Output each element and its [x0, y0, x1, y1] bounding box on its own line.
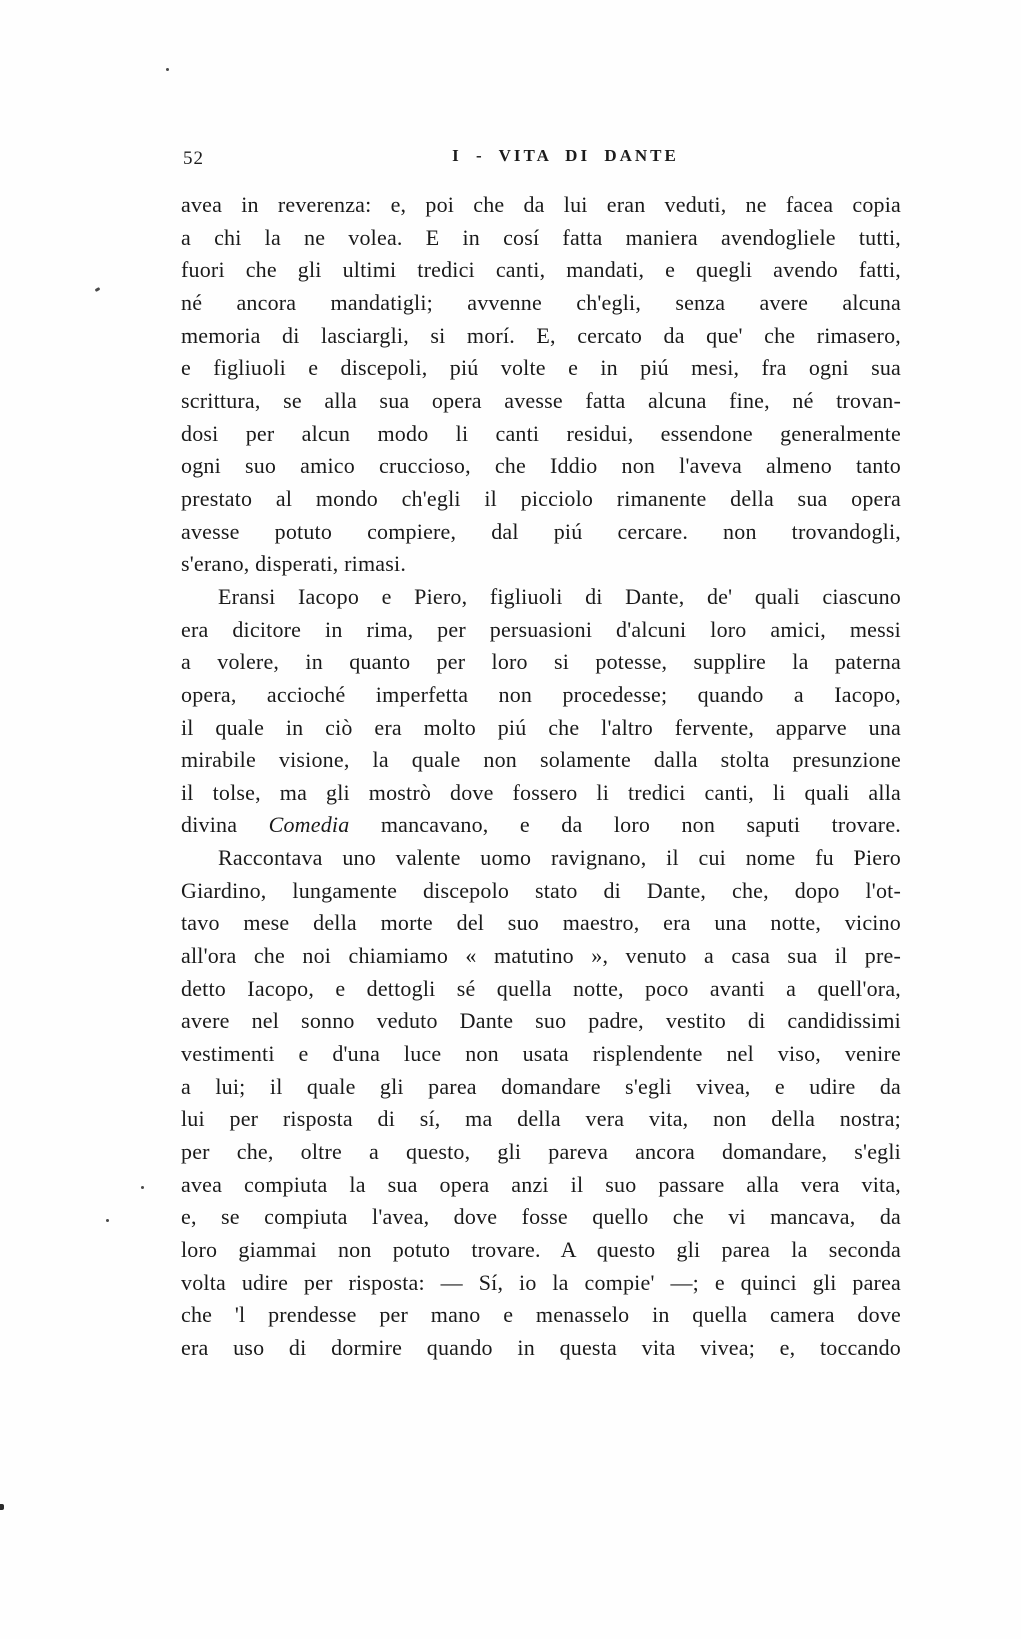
scan-speck [141, 1186, 144, 1189]
text-line-with-italic [181, 809, 901, 842]
page-number: 52 [183, 148, 204, 169]
text-line: avesse potuto compiere, dal piú cercare. non trovandogli, [181, 518, 901, 544]
text-line: avea in reverenza: e, poi che da lui eran veduti, ne facea copia [181, 192, 901, 217]
text-line: e figliuoli e discepoli, piú volte e in piú mesi, fra ogni sua [181, 355, 901, 381]
text-segment: mancavano, e da loro non saputi trovare. [349, 812, 902, 838]
text-line: che 'l prendesse per mano e menasselo in quella camera dove [181, 1302, 901, 1328]
text-line: detto Iacopo, e dettogli sé quella notte, poco avanti a quell'ora, [181, 975, 901, 1001]
text-line: a lui; il quale gli parea domandare s'egli vivea, e udire da [181, 1073, 901, 1099]
text-line: volta udire per risposta: — Sí, io la compie' —; e quinci gli parea [181, 1269, 901, 1295]
text-line: dosi per alcun modo li canti residui, essendone generalmente [181, 420, 901, 446]
text-line: s'erano, disperati, rimasi. [181, 551, 407, 577]
text-line: a chi la ne volea. E in cosí fatta maniera avendogliele tutti, [181, 224, 901, 250]
text-line: all'ora che noi chiamiamo « matutino », venuto a casa sua il pre- [181, 943, 901, 969]
text-line: ogni suo amico cruccioso, che Iddio non l'aveva almeno tanto [181, 453, 901, 479]
text-line: a volere, in quanto per loro si potesse, supplire la paterna [181, 649, 901, 675]
text-line: Raccontava uno valente uomo ravignano, il cui nome fu Piero [218, 845, 901, 871]
paragraph [181, 189, 901, 581]
text-line: e, se compiuta l'avea, dove fosse quello che vi mancava, da [181, 1204, 901, 1230]
text-line: era dicitore in rima, per persuasioni d'alcuni loro amici, messi [181, 616, 901, 642]
text-line: memoria di lasciargli, si morí. E, cercato da que' che rimasero, [181, 322, 901, 348]
text-line: avere nel sonno veduto Dante suo padre, vestito di candidissimi [181, 1008, 901, 1034]
text-line: loro giammai non potuto trovare. A questo gli parea la seconda [181, 1237, 901, 1262]
text-line: era uso di dormire quando in questa vita vivea; e, toccando [181, 1334, 901, 1360]
text-line: vestimenti e d'una luce non usata risplendente nel viso, venire [181, 1041, 901, 1067]
text-line: Giardino, lungamente discepolo stato di Dante, che, dopo l'ot- [181, 877, 901, 903]
text-line: lui per risposta di sí, ma della vera vita, non della nostra; [181, 1106, 901, 1132]
text-line: il tolse, ma gli mostrò dove fossero li tredici canti, li quali alla [181, 779, 901, 805]
text-line: per che, oltre a questo, gli pareva ancora domandare, s'egli [181, 1139, 901, 1165]
text-line: mirabile visione, la quale non solamente dalla stolta presunzione [181, 747, 901, 773]
text-segment: divina [181, 812, 269, 838]
running-title: I - VITA DI DANTE [452, 146, 679, 165]
scan-speck [95, 287, 101, 292]
paragraph [181, 842, 901, 1365]
text-line: né ancora mandatigli; avvenne ch'egli, senza avere alcuna [181, 289, 901, 315]
text-line: avea compiuta la sua opera anzi il suo passare alla vera vita, [181, 1171, 901, 1197]
text-line: prestato al mondo ch'egli il picciolo rimanente della sua opera [181, 485, 901, 511]
scan-speck [166, 68, 169, 71]
text-line: il quale in ciò era molto piú che l'altro fervente, apparve una [181, 714, 901, 740]
scan-speck [0, 1504, 4, 1510]
text-line: scrittura, se alla sua opera avesse fatta alcuna fine, né trovan- [181, 387, 901, 413]
text-line: opera, accioché imperfetta non procedesse; quando a Iacopo, [181, 681, 901, 707]
paragraph [181, 581, 901, 842]
text-line: tavo mese della morte del suo maestro, era una notte, vicino [181, 910, 901, 936]
text-block [181, 189, 901, 1365]
text-line: Eransi Iacopo e Piero, figliuoli di Dante, de' quali ciascuno [218, 583, 901, 609]
scan-speck [106, 1219, 109, 1222]
italic-work-title: Comedia [268, 812, 350, 838]
text-line: fuori che gli ultimi tredici canti, mandati, e quegli avendo fatti, [181, 257, 901, 283]
